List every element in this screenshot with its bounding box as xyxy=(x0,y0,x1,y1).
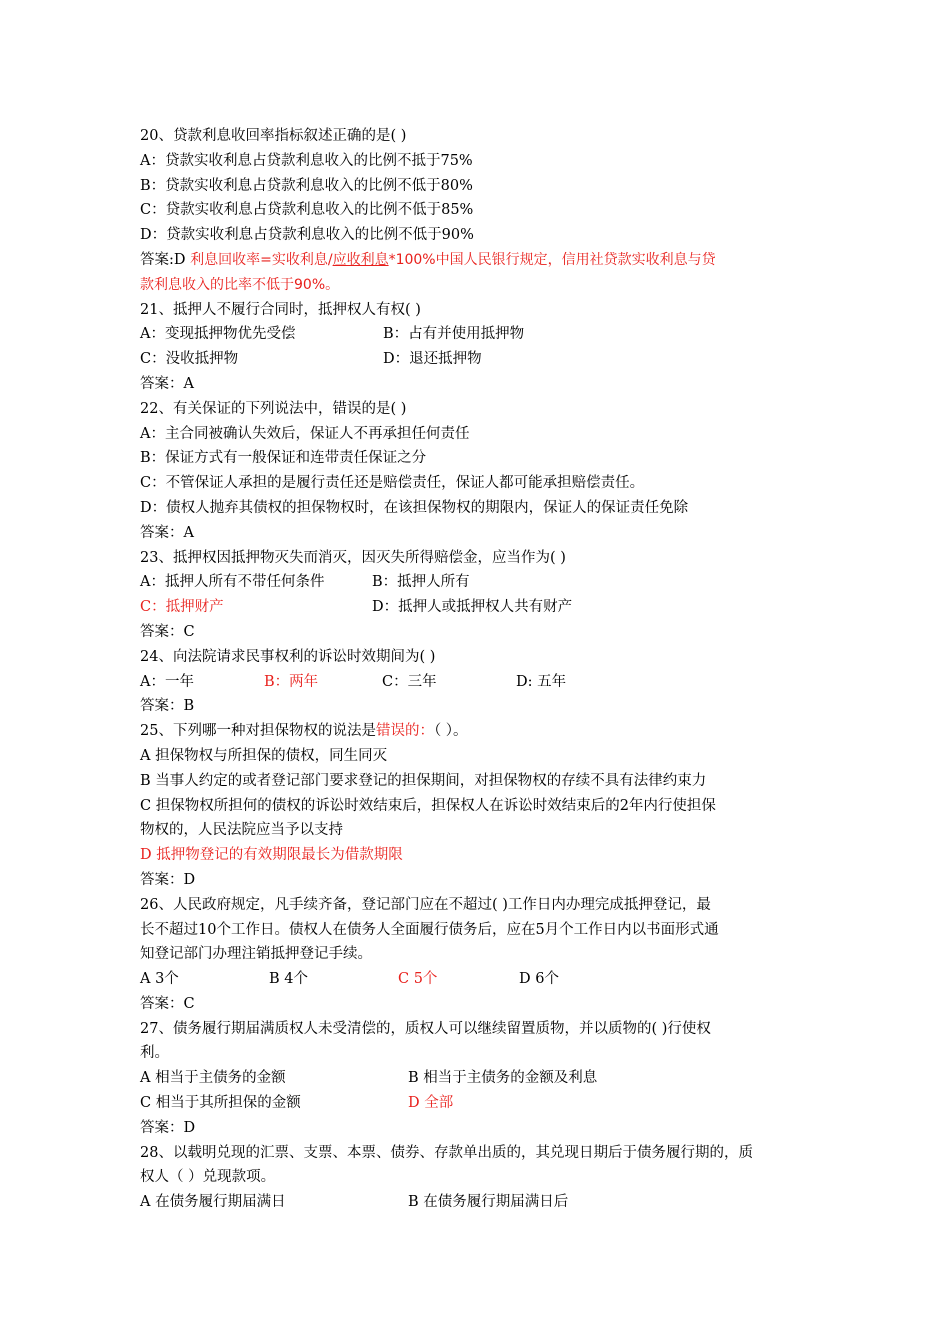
question-25-emphasis: 错误的： xyxy=(375,723,434,740)
explanation-20-part1: 利息回收率=实收利息/ xyxy=(190,251,333,268)
option-25-c-cont: 物权的，人民法院应当予以支持 xyxy=(140,822,343,839)
question-26-line2: 长不超过10个工作日。债权人在债务人全面履行债务后，应在5月个工作日内以书面形式通 xyxy=(140,921,719,938)
question-25-text: 25、下列哪一种对担保物权的说法是 xyxy=(140,723,376,740)
answer-25: 答案：D xyxy=(140,871,196,888)
option-28-a: A 在债务履行期届满日 xyxy=(140,1194,286,1211)
question-22: 22、有关保证的下列说法中，错误的是( ) xyxy=(140,400,407,417)
option-25-a: A 担保物权与所担保的债权，同生同灭 xyxy=(140,747,388,764)
option-28-b: B 在债务履行期届满日后 xyxy=(408,1194,569,1211)
options-27-row2 xyxy=(140,1091,820,1116)
option-25-b: B 当事人约定的或者登记部门要求登记的担保期间，对担保物权的存续不具有法律约束力 xyxy=(140,772,707,789)
question-26-line3: 知登记部门办理注销抵押登记手续。 xyxy=(140,946,372,963)
question-25 xyxy=(140,719,820,744)
option-23-b: B：抵押人所有 xyxy=(372,574,470,591)
answer-22: 答案：A xyxy=(140,524,194,541)
options-28-row1 xyxy=(140,1190,820,1215)
option-20-d: D：贷款实收利息占贷款利息收入的比例不低于90% xyxy=(140,227,474,244)
question-25-blank: （ ）。 xyxy=(433,723,468,740)
question-21: 21、抵押人不履行合同时，抵押权人有权( ) xyxy=(140,301,421,318)
option-24-c: C：三年 xyxy=(382,673,437,690)
option-27-a: A 相当于主债务的金额 xyxy=(140,1070,286,1087)
option-23-c: C：抵押财产 xyxy=(140,599,224,616)
option-20-c: C：贷款实收利息占贷款利息收入的比例不低于85% xyxy=(140,202,474,219)
question-24: 24、向法院请求民事权利的诉讼时效期间为( ) xyxy=(140,648,436,665)
option-26-a: A 3个 xyxy=(140,971,179,988)
option-21-b: B：占有并使用抵押物 xyxy=(383,326,525,343)
answer-23: 答案：C xyxy=(140,623,195,640)
option-27-b: B 相当于主债务的金额及利息 xyxy=(408,1070,598,1087)
option-26-c: C 5个 xyxy=(398,971,438,988)
document-page xyxy=(140,124,820,1215)
option-24-b: B：两年 xyxy=(264,673,319,690)
explanation-20-part2: *100%中国人民银行规定，信用社贷款实收利息与贷 xyxy=(388,251,716,268)
option-22-b: B：保证方式有一般保证和连带责任保证之分 xyxy=(140,450,427,467)
option-20-a: A：贷款实收利息占贷款利息收入的比例不抵于75% xyxy=(140,152,473,169)
option-25-d: D 抵押物登记的有效期限最长为借款期限 xyxy=(140,847,403,864)
option-21-a: A：变现抵押物优先受偿 xyxy=(140,326,296,343)
options-21-row1 xyxy=(140,322,820,347)
options-26 xyxy=(140,967,820,992)
question-27-line1: 27、债务履行期届满质权人未受清偿的，质权人可以继续留置质物，并以质物的( )行使权 xyxy=(140,1020,711,1037)
explanation-20-part3: 款利息收入的比率不低于90%。 xyxy=(140,276,340,293)
option-22-d: D：债权人抛弃其债权的担保物权时，在该担保物权的期限内，保证人的保证责任免除 xyxy=(140,499,689,516)
option-27-c: C 相当于其所担保的金额 xyxy=(140,1095,301,1112)
option-27-d: D 全部 xyxy=(408,1095,454,1112)
option-24-a: A：一年 xyxy=(140,673,194,690)
option-24-d: D: 五年 xyxy=(516,673,567,690)
question-20: 20、贷款利息收回率指标叙述正确的是( ) xyxy=(140,128,407,144)
option-26-d: D 6个 xyxy=(519,971,559,988)
option-21-c: C：没收抵押物 xyxy=(140,351,239,368)
option-23-a: A：抵押人所有不带任何条件 xyxy=(140,574,325,591)
option-23-d: D：抵押人或抵押权人共有财产 xyxy=(372,599,573,616)
answer-27: 答案：D xyxy=(140,1119,196,1136)
question-23: 23、抵押权因抵押物灭失而消灭，因灭失所得赔偿金，应当作为( ) xyxy=(140,549,566,566)
answer-24: 答案：B xyxy=(140,698,195,715)
options-21-row2 xyxy=(140,347,820,372)
explanation-20-underlined: 应收利息 xyxy=(332,251,389,268)
options-24 xyxy=(140,670,820,695)
answer-20-label: 答案:D xyxy=(140,251,191,268)
question-26-line1: 26、人民政府规定，凡手续齐备，登记部门应在不超过( )工作日内办理完成抵押登记，最 xyxy=(140,896,711,913)
answer-26: 答案：C xyxy=(140,995,195,1012)
question-28-line2: 权人（ ）兑现款项。 xyxy=(140,1169,276,1186)
option-26-b: B 4个 xyxy=(269,971,308,988)
question-27-line2: 利。 xyxy=(140,1045,169,1062)
answer-21: 答案：A xyxy=(140,375,194,392)
options-23-row1 xyxy=(140,570,820,595)
options-23-row2 xyxy=(140,595,820,620)
option-22-a: A：主合同被确认失效后，保证人不再承担任何责任 xyxy=(140,425,470,442)
answer-20 xyxy=(140,248,820,273)
question-28-line1: 28、以载明兑现的汇票、支票、本票、债券、存款单出质的，其兑现日期后于债务履行期的，质 xyxy=(140,1144,753,1161)
options-27-row1 xyxy=(140,1066,820,1091)
option-25-c: C 担保物权所担何的债权的诉讼时效结束后，担保权人在诉讼时效结束后的2年内行使担保 xyxy=(140,797,716,814)
option-20-b: B：贷款实收利息占贷款利息收入的比例不低于80% xyxy=(140,177,473,194)
option-21-d: D：退还抵押物 xyxy=(383,351,482,368)
option-22-c: C：不管保证人承担的是履行责任还是赔偿责任，保证人都可能承担赔偿责任。 xyxy=(140,475,645,492)
